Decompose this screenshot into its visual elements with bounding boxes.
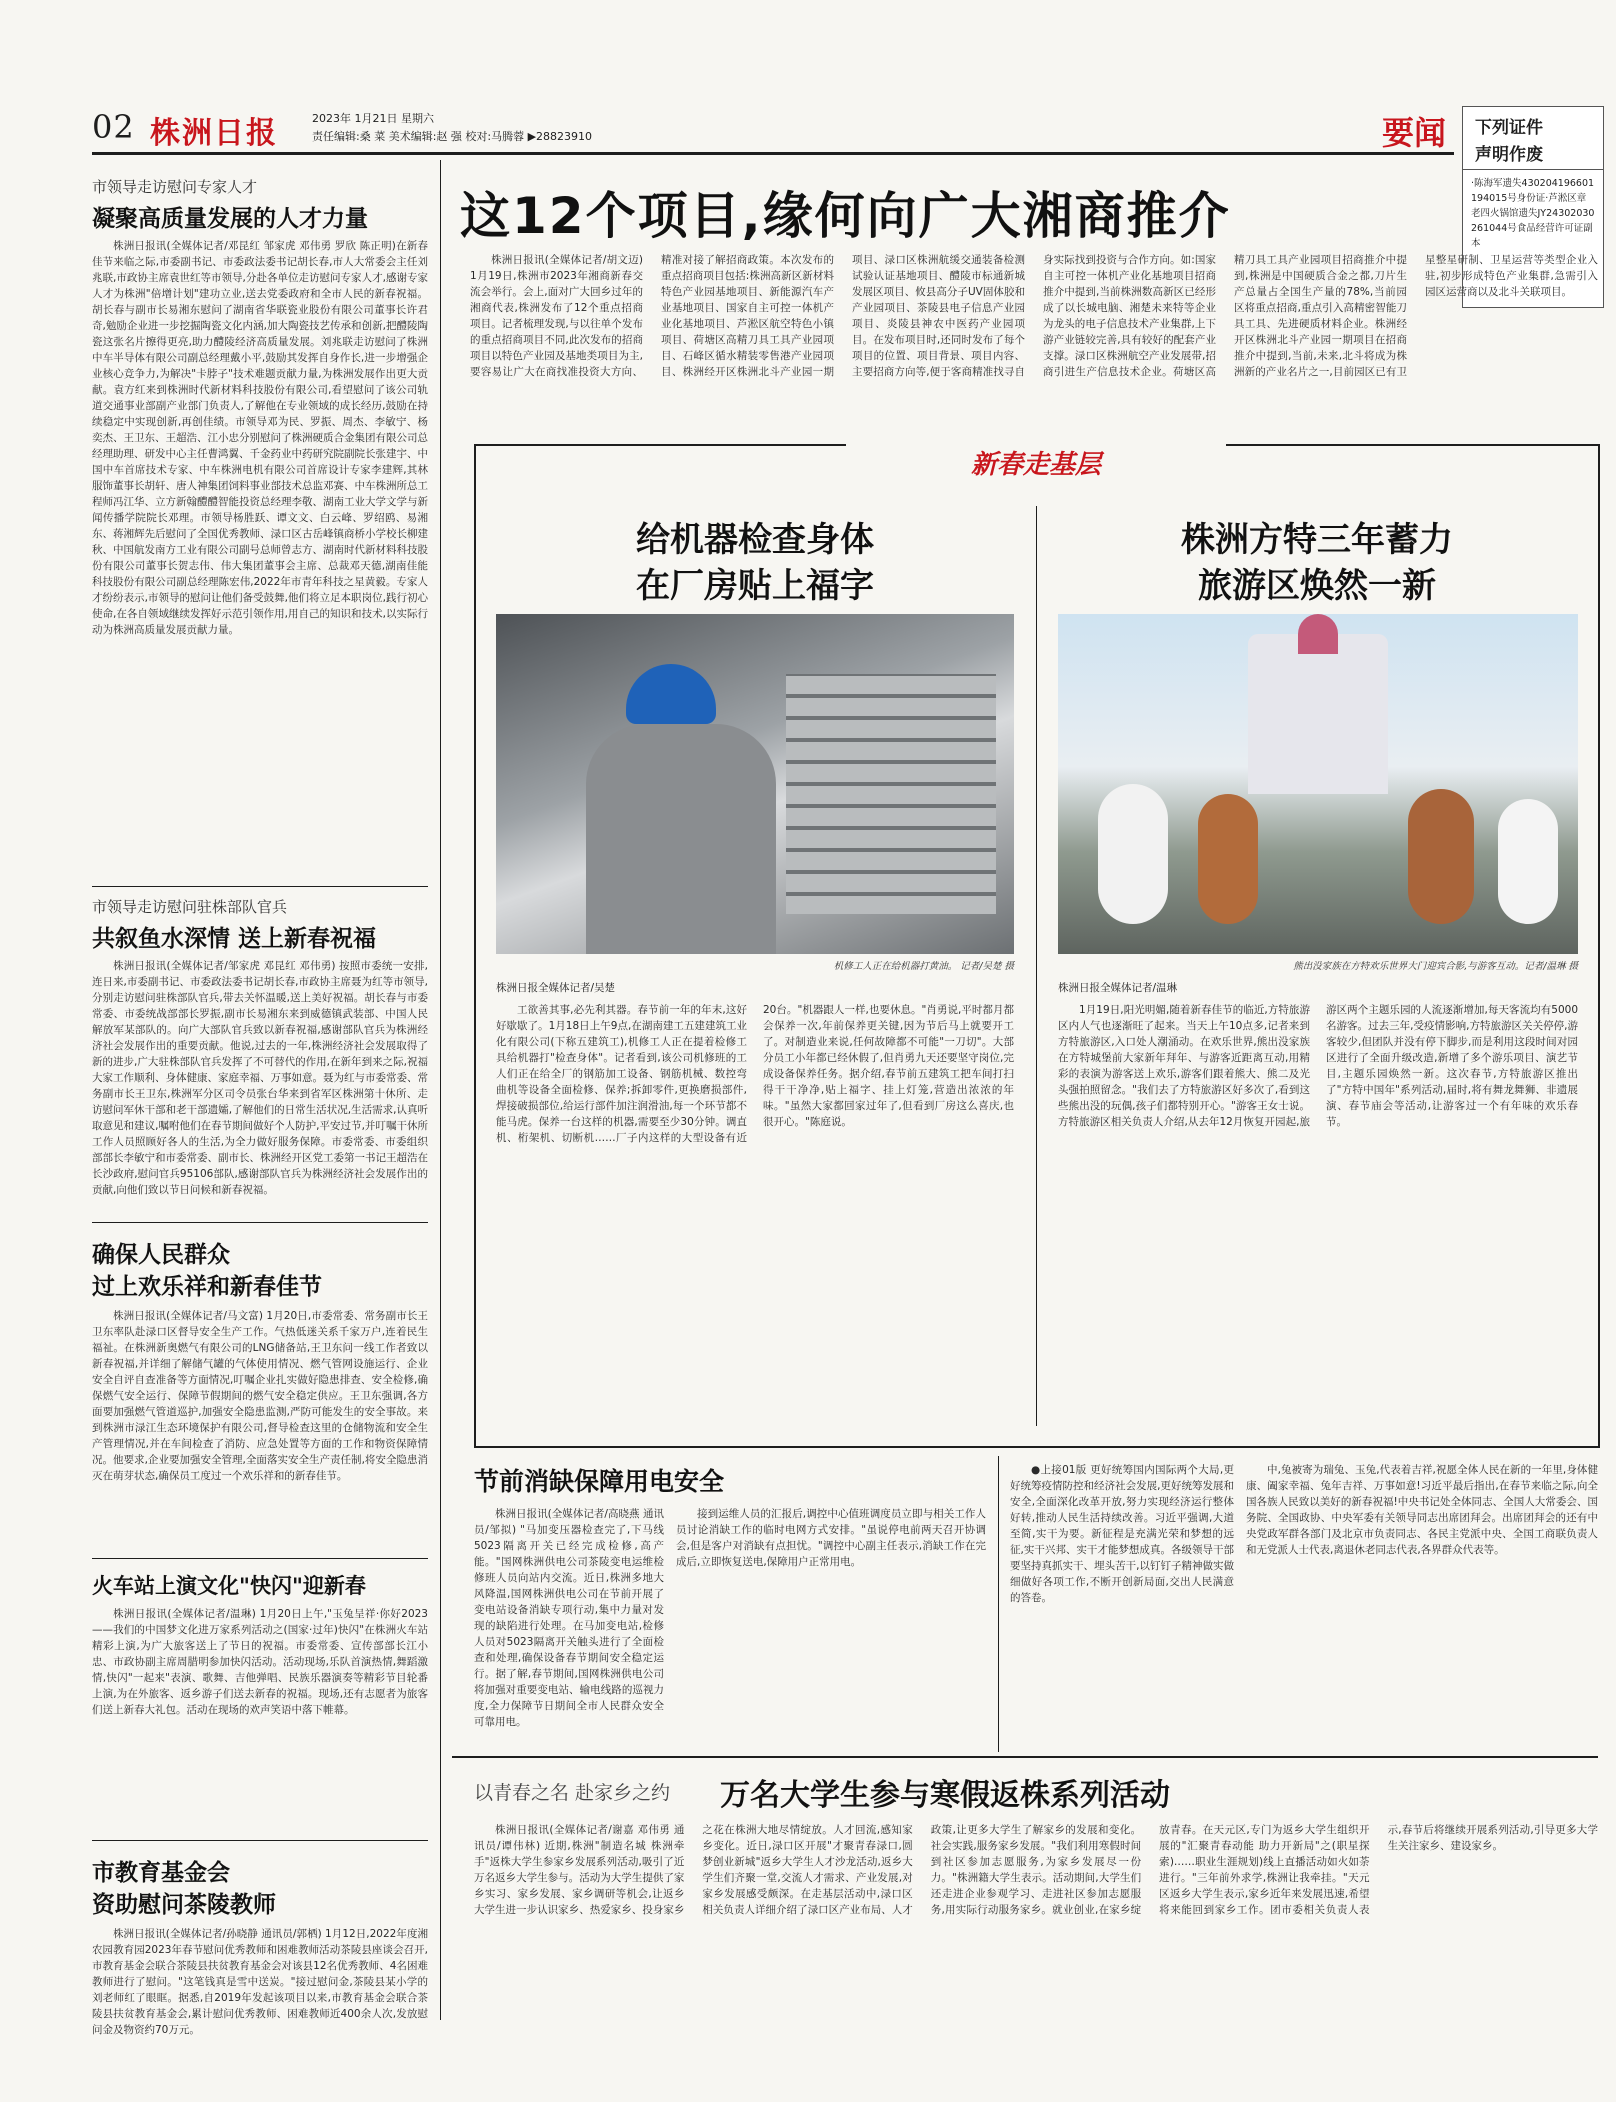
power-headline: 节前消缺保障用电安全: [474, 1467, 725, 1496]
machine-photo: [496, 614, 1014, 954]
divider: [92, 1558, 428, 1559]
worker-figure: [586, 724, 776, 954]
banner-text: 新春走基层: [970, 450, 1101, 480]
theme-park-photo: [1058, 614, 1578, 954]
story-body: 株洲日报讯(全媒体记者/温琳) 1月20日上午,"玉兔呈祥·你好2023——我们的中国梦文化进万家系列活动之(国家·过年)快闪"在株洲火车站精彩上演,为广大旅客送上了节日的祝福。市委常委、宣传部部长江小忠、市政协副主席周腊明参加快闪活动。活动现场,乐队首演热情,舞蹈激情,快闪"一起来"表演、歌舞、吉他弹唱、民族乐器演奏等精彩节目轮番上演,为在外旅客、返乡游子们送去新春的祝福。现场,还有志愿者为旅客们送上新春大礼包。活动在现场的欢声笑语中落下帷幕。: [92, 1608, 428, 1716]
lead-body: 株洲日报讯(全媒体记者/胡文迈) 1月19日,株洲市2023年湘商新春交流会举行。会上,面对广大回乡过年的湘商代表,株洲发布了12个重点招商项目。记者梳理发现,与以往单个发布的重点招商项目不同,此次发布的招商项目以特色产业园及基地类项目为主,要容易让广大在商找准投资大方向、精准对接了解招商政策。本次发布的重点招商项目包括:株洲高新区新材料特色产业园基地项目、新能源汽车产业基地项目、国家自主可控一体机产业化基地项目、芦淞区航空特色小镇项目、荷塘区高精刀具工具产业园项目、石峰区循水精装零售港产业园项目、株洲经开区株洲北斗产业园一期项目、渌口区株洲航缓交通装备检测试验认证基地项目、醴陵市标通新城发展区项目、攸县高分子UV固体胶和产业园项目、茶陵县电子信息产业园项目、炎陵县神农中医药产业园项目。在发布项目时,还同时发布了每个项目的位置、项目背景、项目内容、主要招商方向等,便于客商精准找寻自身实际找到投资与合作方向。如:国家自主可控一体机产业化基地项目招商推介中提到,当前株洲数高新区已经形成了以长城电脑、湘楚未来特等企业为龙头的电子信息技术产业集群,上下游产业链较完善,具有较好的配套产业支撑。渌口区株洲航空产业发展带,招商引进生产信息技术企业。荷塘区高精刀具工具产业园项目招商推介中提到,株洲是中国硬质合金之都,刀片生产总量占全国生产量的78%,当前园区将重点招商,重点引入高精密智能刀具工具、先进硬质材料企业。株洲经开区株洲北斗产业园一期项目在招商推介中提到,当前,未来,北斗将成为株洲新的产业名片之一,目前园区已有卫星整星研制、卫星运营等类型企业入驻,初步形成特色产业集群,急需引入园区运营商以及北斗关联项目。: [470, 254, 1598, 378]
notice-title: 下列证件: [1475, 118, 1543, 138]
section-label: 要闻: [1382, 114, 1447, 152]
story-headline: 火车站上演文化"快闪"迎新春: [92, 1574, 366, 1598]
feature-headline: 旅游区焕然一新: [1198, 566, 1436, 606]
issue-date: 2023年 1月21日 星期六: [312, 112, 434, 125]
feature-body: 1月19日,阳光明媚,随着新春佳节的临近,方特旅游区内人气也逐渐旺了起来。当天上午10点多,记者来到方特旅游区,入口处人潮涌动。在欢乐世界,熊出没家族在方特城堡前大家新年拜年、与游客近距离互动,用精彩的表演为游客送上欢乐,游客们跟着熊大、熊二及光头强拍照留念。"我们去了方特旅游区好多次了,看到这些熊出没的玩偶,孩子们都特别开心。"游客王女士说。方特旅游区相关负责人介绍,从去年12月恢复开园起,旅游区两个主题乐园的人流逐渐增加,每天客流均有5000名游客。过去三年,受疫情影响,方特旅游区关关停停,游客较少,但团队并没有停下脚步,而是利用这段时间对园区进行了全面升级改造,新增了多个游乐项目、演艺节目,主题乐园焕然一新。这次春节,方特旅游区推出了"方特中国年"系列活动,届时,将有舞龙舞狮、非遗展演、春节庙会等活动,让游客过一个有年味的欢乐春节。: [1058, 1004, 1578, 1128]
bottom-body: 株洲日报讯(全媒体记者/谢嘉 邓伟勇 通讯员/谭伟林) 近期,株洲"制造名城 株洲牵手"返株大学生参家乡发展系列活动,吸引了近万名返乡大学生参与。活动为大学生提供了家乡实习、家乡发展、家乡调研等机会,让返乡大学生进一步认识家乡、热爱家乡、投身家乡之花在株洲大地尽情绽放。人才回流,感知家乡变化。近日,渌口区开展"才聚青春渌口,圆梦创业新城"返乡大学生人才沙龙活动,返乡大学生们齐聚一堂,交流人才需求、产业发展,对家乡发展感受颇深。在走基层活动中,渌口区相关负责人详细介绍了渌口区产业布局、人才政策,让更多大学生了解家乡的发展和变化。社会实践,服务家乡发展。"我们利用寒假时间到社区参加志愿服务,为家乡发展尽一份力。"株洲籍大学生表示。活动期间,大学生们还走进企业参观学习、走进社区参加志愿服务,用实际行动服务家乡。就业创业,在家乡绽放青春。在天元区,专门为返乡大学生组织开展的"汇聚青春动能 助力开新局"之(职星探索)……职业生涯规划)线上直播活动如火如荼进行。"三年前外求学,株洲让我牵挂。"天元区返乡大学生表示,家乡近年来发展迅速,希望将来能回到家乡工作。团市委相关负责人表示,春节后将继续开展系列活动,引导更多大学生关注家乡、建设家乡。: [474, 1824, 1598, 1916]
column-rule: [440, 160, 441, 2020]
story-headline: 市教育基金会: [92, 1860, 230, 1886]
feature-headline: 在厂房贴上福字: [636, 566, 874, 606]
story-headline: 凝聚高质量发展的人才力量: [92, 206, 368, 232]
masthead: [92, 106, 1452, 152]
machine-rollers: [786, 674, 996, 914]
lead-headline: 这12个项目,缘何向广大湘商推介: [460, 187, 1231, 245]
notice-body: ·陈海军遗失430204196601194015号身份证·芦淞区章老四火锅馆遗失JY24302030261044号食品经营许可证副本: [1471, 178, 1595, 249]
story-kicker: 市领导走访慰问专家人才: [92, 178, 258, 196]
paper-logo: 株洲日报: [150, 116, 278, 151]
story-body: 株洲日报讯(全媒体记者/邓昆红 邹家虎 邓伟勇 罗欣 陈正明)在新春佳节来临之际,市委副书记、市委政法委书记胡长春,市人大常委会主任刘兆联,市政协主席袁世红等市领导,分赴各单位走访慰问专家人才,感谢专家人才为株洲"倍增计划"建功立业,送去党委政府和全市人民的新春祝福。胡长春与副市长易湘东慰问了湖南省华联瓷业股份有限公司董事长许君奇,勉励企业进一步挖掘陶瓷文化内涵,加大陶瓷技艺传承和创新,把醴陵陶瓷这张名片擦得更亮,助力醴陵经济高质量发展。刘兆联走访慰问了株洲中车半导体有限公司副总经理戴小平,鼓励其发挥自身作长,进一步增强企业核心竞争力,为解决"卡脖子"技术难题贡献力量,为株洲发展作出更大贡献。袁方红来到株洲时代新材料科技股份有限公司,看望慰问了该公司轨道交通事业部副产业部门负责人,了解他在专业领域的成长经历,鼓励在持续稳定中实现创新,再创佳绩。市领导邓为民、罗振、周杰、李敏宁、杨奕杰、王卫东、王超浩、江小忠分别慰问了株洲硬质合金集团有限公司总经理助理、研发中心主任曹鸿翼、千金药业中药研究院副院长张建宇、中国中车首席技术专家、中车株洲电机有限公司首席设计专家李建辉,其林服饰董事长胡轩、唐人神集团饲料事业部技术总监邓赛、中车株洲所总工程师冯江华、立方新翰醴醴智能投资总经理李敬、湖南工业大学文学与新闻传播学院院长邓理。市领导杨胜跃、谭文文、白云峰、罗绍鸥、易湘东、蒋湘辉先后慰问了全国优秀教师、渌口区古岳峰镇商桥小学校长柳建秋、中国航发南方工业有限公司副号总师曾志方、湖南时代新材料科技股份有限公司董事长贺志伟、伟大集团董事会主席、总裁邓天德,湖南佳能科技股份有限公司副总经理陈宏伟,2022年市青年科技之星黄毅。专家人才纷纷表示,市领导的慰问让他们备受鼓舞,他们将立足本职岗位,践行初心使命,在各自领域继续发挥好示范引领作用,用自己的知识和技术,以实际行动为株洲高质量发展贡献力量。: [92, 240, 428, 636]
feature-split: [1036, 506, 1037, 1426]
castle: [1248, 634, 1388, 794]
bear-mascot: [1408, 789, 1474, 924]
column-rule: [998, 1456, 999, 1752]
notice-title-2: 声明作废: [1463, 138, 1603, 170]
continued-story: ●上接01版 更好统筹国内国际两个大局,更好统筹疫情防控和经济社会发展,更好统筹发展和安全,全面深化改革开放,努力实现经济运行整体好转,推动人民生活持续改善。习近平强调,大道至简,实干为要。新征程是充满光荣和梦想的远征,实干兴邦、实干才能梦想成真。各级领导干部要坚持真抓实干、埋头苦干,以钉钉子精神做实做细做好各项工作,不断开创新局面,交出人民满意的答卷。: [1010, 1464, 1234, 1604]
bear-mascot: [1098, 784, 1168, 924]
castle-spire: [1298, 614, 1338, 654]
divider: [92, 1222, 428, 1223]
story-body: 株洲日报讯(全媒体记者/邹家虎 邓昆红 邓伟勇) 按照市委统一安排,连日来,市委副书记、市委政法委书记胡长春,市政协主席聂为红等市领导,分别走访慰问驻株部队官兵,带去关怀温暖,送上美好祝福。胡长春与市委常委、市委统战部部长罗振,副市长易湘东来到威德镇武装部、中国人民解放军某部队的。向广大部队官兵致以新春祝福,感谢部队官兵为株洲经济社会发展作出的重要贡献。他说,过去的一年,株洲经济社会发展取得了新的进步,广大驻株部队官兵发挥了不可替代的作用,在新年到来之际,祝福大家工作顺利、身体健康、家庭幸福、万事如意。聂为红与市委常委、常务副市长王卫东,株洲军分区司令员张台华来到省军区株洲第十休所、走访慰问军休干部和老干部遗孀,了解他们的日常生活状况,生活需求,认真听取意见和建议,嘱咐他们在春节期间做好个人防护,平安过节,并叮嘱干休所工作人员照顾好各人的生活,为全力做好服务保障。市委常委、市委组织部部长李敏宁和市委常委、副市长、株洲经开区党工委第一书记王超浩在长沙政府,慰问官兵95106部队,感谢部队官兵为株洲经济社会发展作出的贡献,向他们致以节日问候和新春祝福。: [92, 960, 428, 1196]
story-kicker: 市领导走访慰问驻株部队官兵: [92, 898, 288, 916]
story-body: 株洲日报讯(全媒体记者/孙晓静 通讯员/郭栖) 1月12日,2022年度湘农园教育园2023年春节慰问优秀教师和困难教师活动茶陵县座谈会召开,市教育基金会联合茶陵县扶贫教育基金会对该县12名优秀教师、4名困难教师进行了慰问。"这笔钱真是雪中送炭。"接过慰问金,茶陵县某小学的刘老师红了眼眶。据悉,自2019年发起该项目以来,市教育基金会联合茶陵县扶贫教育基金会,累计慰问优秀教师、困难教师近400余人次,发放慰问金及物资约70万元。: [92, 1928, 428, 2036]
feature-headline: 给机器检查身体: [636, 520, 874, 560]
left-column: [92, 160, 428, 2036]
power-body: 株洲日报讯(全媒体记者/高晓燕 通讯员/邹拟) "马加变压器检查完了,下马线5023隔离开关已经完成检修,高产能。"国网株洲供电公司茶陵变电运维检修班人员向站内交流。近日,株洲多地大风降温,国网株洲供电公司在节前开展了变电站设备消缺专项行动,集中力量对发现的缺陷进行处理。在马加变电站,检修人员对5023隔离开关触头进行了全面检查和处理,确保设备春节期间安全稳定运行。据了解,春节期间,国网株洲供电公司将加强对重要变电站、输电线路的巡视力度,全力保障节日期间全市人民群众安全可靠用电。: [474, 1508, 664, 1728]
divider: [452, 1756, 1598, 1758]
bear-mascot: [1498, 799, 1558, 924]
feature-box: [474, 444, 1600, 1448]
power-body: 接到运维人员的汇报后,调控中心值班调度员立即与相关工作人员讨论消缺工作的临时电网方式安排。"虽说停电前两天召开协调会,但是客户对消缺有点担忧。"调控中心副主任表示,消缺工作在完成后,立即恢复送电,保障用户正常用电。: [676, 1508, 986, 1568]
bottom-kicker: 以青春之名 赴家乡之约: [474, 1782, 671, 1804]
masthead-rule: [92, 152, 1454, 155]
continued-story: 中,兔被寄为瑞兔、玉兔,代表着吉祥,祝愿全体人民在新的一年里,身体健康、阖家幸福、兔年吉祥、万事如意!习近平最后指出,在春节来临之际,向全国各族人民致以美好的新春祝福!中央书记处全体同志、全国人大常委会、国务院、全国政协、中央军委有关领导同志出席团拜会。出席团拜会的还有中央党政军群各部门及北京市负责同志、各民主党派中央、全国工商联负责人和无党派人士代表,离退休老同志代表,各界群众代表等。: [1246, 1464, 1598, 1556]
bear-mascot: [1198, 794, 1258, 924]
photo-caption: 熊出没家族在方特欢乐世界大门迎宾合影,与游客互动。记者/温琳 摄: [1293, 961, 1578, 972]
divider: [92, 1840, 428, 1841]
bottom-headline: 万名大学生参与寒假返株系列活动: [720, 1778, 1170, 1813]
story-headline: 共叙鱼水深情 送上新春祝福: [92, 926, 377, 952]
page-number: 02: [92, 108, 135, 146]
feature-banner: [846, 444, 1226, 484]
story-headline: 过上欢乐祥和新春佳节: [92, 1274, 322, 1300]
divider: [92, 886, 428, 887]
photo-caption: 机修工人正在给机器打黄油。 记者/吴楚 摄: [833, 961, 1014, 972]
feature-body: 工欲善其事,必先利其器。春节前一年的年末,这好好歇歇了。1月18日上午9点,在湖南建工五建建筑工业化有限公司(下称五建筑工),机修工人正在提着检修工具给机器打"检查身体"。记者看到,该公司机修班的工人们正在给全厂的钢筋加工设备、钢筋机械、数控弯曲机等设备全面检修、保养;拆卸零件,更换磨损部件,焊接破损部位,给运行部件加注润滑油,每一个环节都不能马虎。保养一台这样的机器,需要至少30分钟。调直机、桁架机、切断机……厂子内这样的大型设备有近20台。"机器跟人一样,也要休息。"肖勇说,平时都月都会保养一次,年前保养更关键,因为节后马上就要开工了。对制造业来说,任何故障都不可能"一刀切"。大部分员工小年都已经休假了,但肖勇九天还要坚守岗位,完成设备保养任务。据介绍,春节前五建筑工把车间打扫得干干净净,贴上福字、挂上灯笼,营造出浓浓的年味。"虽然大家都回家过年了,但看到厂房这么喜庆,也很开心。"陈庭说。: [496, 1004, 1014, 1144]
byline: 株洲日报全媒体记者/吴楚: [496, 982, 616, 994]
feature-headline: 株洲方特三年蓄力: [1181, 520, 1453, 560]
worker-helmet: [626, 664, 716, 724]
story-headline: 资助慰问茶陵教师: [92, 1892, 276, 1918]
byline: 株洲日报全媒体记者/温琳: [1058, 982, 1178, 994]
story-body: 株洲日报讯(全媒体记者/马文富) 1月20日,市委常委、常务副市长王卫东率队赴渌口区督导安全生产工作。气热低迷关系千家万户,连着民生福祉。在株洲新奥燃气有限公司的LNG储备站,王卫东问一线工作者致以新春祝福,并详细了解储气罐的气体使用情况、燃气管网设施运行、企业安全自评自查准备等方面情况,叮嘱企业扎实做好隐患排查、安全检修,确保燃气安全运行、保障节假期间的燃气安全稳定供应。王卫东强调,各方面要加强燃气管道巡护,加强安全隐患监测,严防可能发生的安全事故。来到株洲市渌江生态环境保护有限公司,督导检查这里的仓储物流和安全生产管理情况,并在车间检查了消防、应急处置等方面的工作和物资保障情况。他要求,企业要加强安全管理,全面落实安全生产责任制,将安全隐患消灭在萌芽状态,确保员工度过一个欢乐祥和的新春佳节。: [92, 1310, 428, 1482]
editors-line: 责任编辑:桑 菜 美术编辑:赵 强 校对:马腾蓉 ▶28823910: [312, 130, 593, 143]
story-headline: 确保人民群众: [92, 1242, 230, 1268]
